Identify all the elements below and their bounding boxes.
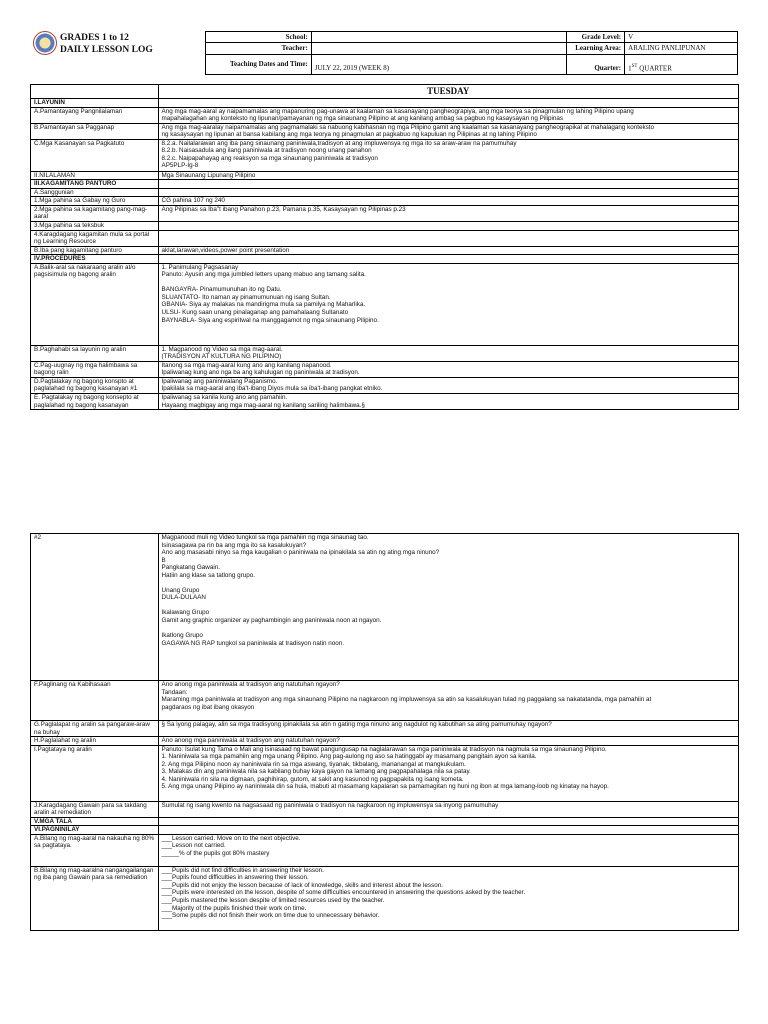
content-line: Ipakilala sa mag-aaral ang iba't-ibang Diyos mula sa iba't-ibang pangkat etniko. <box>161 385 383 393</box>
row-label: C.Pag-uugnay ng mga halimbawa sa bagong ralin <box>31 361 159 377</box>
lesson-row <box>31 345 739 361</box>
row-label: B.Iba pang kagamitang panturo <box>31 246 159 255</box>
content-line: 5. Ang mga unang Pilipino ay naniniwala din sa huia, mabuti at masamang kapalaran sa pamamagitan ng huni ng ibon at mga lamang-loob ng kinatay na hayop. <box>161 783 609 791</box>
content-line: CG pahina 107 ng 240 <box>161 197 225 205</box>
content-line: Panuto: Ayusin ang mga jumbled letters upang mabuo ang tamang salita. <box>161 271 366 279</box>
content-line: ng kasaysayan ng lipunan at bansa kabilang ang mga teorya ng pinagmulan at pagkabuo ng kapuluan ng Pilipinas at ng lahing Pilipino <box>161 131 537 139</box>
row-label: A.Bilang ng mag-aaral na nakauha ng 80% sa pagtataya. <box>31 834 159 866</box>
content-line: 3. Malakas din ang paniniwala nila sa kabilang buhay kaya gayon na lamang ang pagpapahalaga nila sa patay. <box>161 768 471 776</box>
log-title <box>60 33 153 57</box>
row-content <box>158 171 738 180</box>
lesson-row <box>31 230 739 246</box>
lesson-row <box>31 188 739 197</box>
content-line: 4. Naniniwala rin sila na digmaan, paghihirap, gutom, at sakit ang kasunod ng pagpapakita ng isang kometa. <box>161 775 464 783</box>
row-label: G.Paglalapat ng aralin sa pangaraw-araw na buhay <box>31 721 159 737</box>
row-label: B.Pamantayan sa Pagganap <box>31 123 159 139</box>
lesson-row <box>31 801 739 817</box>
day-header: TUESDAY <box>158 85 738 99</box>
content-line: Hatiin ang klase sa tatlong grupo. <box>161 571 255 579</box>
content-line: Ano anong mga paniniwala at tradisyon ang natutuhan ngayon? <box>161 681 340 688</box>
content-line: 1. Magpanood ng Video sa mga mag-aaral. <box>161 345 283 353</box>
row-label: VI.PAGNINILAY <box>31 826 159 835</box>
row-label: A.Pamantayang Pangnilalaman <box>31 107 159 123</box>
content-line: Ipaliwanag sa kanila kung ano ang pamahiin. <box>161 394 288 402</box>
row-content <box>158 263 738 345</box>
row-content <box>158 188 738 197</box>
lesson-row <box>31 361 739 377</box>
content-line: 8.2.a. Nailalarawan ang iba pang sinaunang paniniwala,tradisyon at ang impluwensya ng mga ito sa araw-araw na pamumuhay <box>161 139 517 147</box>
content-line: Magpanood muli ng Video tungkol sa mga pamahiin ng mga sinaunag tao. <box>161 534 369 541</box>
content-line: Sumulat ng isang kwento na nagsasaad ng paniniwala o tradisyon na nagkaroon ng impluwensya sa inyong pamumuhay <box>161 801 499 809</box>
content-line: BANGAYRA- Pinamumunuhan ito ng Datu. <box>161 286 282 294</box>
row-label: 4.Karagdagang kagamitan mula sa portal ng Learning Resource <box>31 230 159 246</box>
row-content <box>158 361 738 377</box>
content-line <box>162 602 735 610</box>
content-line: Ano ang masasabi ninyo sa mga kaugalian o paniniwala na ipinakilala sa atin ng ating mga ninuno? <box>161 549 440 557</box>
lesson-row <box>31 745 739 801</box>
content-line: GAGAWA NG RAP tungkol sa paniniwala at tradisyon natin noon. <box>161 639 345 647</box>
content-line: Ang mga mag-aaral ay naipamamalas ang mapanuring pag-unawa at kaalaman sa kasanayang pangheograpiya, ang mga teorya sa pinagmulan ng lahing Pilipino upang <box>161 107 634 115</box>
content-line: Maraming mga paniniwala at tradisyon ang mga sinaunang Pilipino na nagkaroon ng impluwensya sa atin sa kasalukuyan tulad ng paggalang sa nakatatanda, mga pamahiin at <box>161 696 652 704</box>
row-label: #2 <box>31 534 159 681</box>
row-content <box>158 205 738 221</box>
content-line: 8.2.c. Naipapahayag ang reaksyon sa mga sinaunang paniniwala at tradisyon <box>161 154 378 162</box>
row-content <box>158 866 738 930</box>
title-line-1: GRADES 1 to 12 <box>60 33 129 43</box>
school-value <box>311 32 566 43</box>
lesson-row <box>31 180 739 189</box>
teaching-dates-label: Teaching Dates and Time: <box>206 54 312 74</box>
row-content <box>158 255 738 264</box>
row-label: F.Paglinang na Kabihasaan <box>31 681 159 721</box>
content-line: Ikalawang Grupo <box>161 609 210 617</box>
row-label: 1.Mga pahina sa Gabay ng Guro <box>31 197 159 206</box>
lesson-row <box>31 197 739 206</box>
lesson-row <box>31 123 739 139</box>
lesson-row <box>31 834 739 866</box>
content-line: Panuto: Isulat kung Tama o Mali ang isinasaad ng bawat pangungusap na naglalarawan sa mga paniniwala at tradisyon na nagmula sa mga sinaunang Pilipino. <box>161 745 607 753</box>
quarter-value <box>625 54 738 74</box>
lesson-row <box>31 721 739 737</box>
deped-logo <box>33 31 57 55</box>
content-line: ___Pupils mastered the lesson despite of limited resources used by the teacher. <box>161 897 385 905</box>
content-line: 1. Naniniwala sa mga pamahiin ang mga unang Pilipino. Ang pag-aulong ng aso sa hatinggabi ay masamang pangitain ayon sa kanila. <box>161 753 537 761</box>
content-line <box>162 579 735 587</box>
quarter-label: Quarter: <box>567 54 625 74</box>
row-label: 3.Mga pahina sa teksbuk <box>31 222 159 231</box>
quarter-text: QUARTER <box>637 64 672 73</box>
row-label: A.Balik-aral sa nakaraang aralin at/o pagsisimula ng bagong aralin <box>31 263 159 345</box>
content-line: ___Some pupils did not finish their work on time due to unnecessary behavior. <box>161 912 380 920</box>
row-content <box>158 139 738 171</box>
content-line <box>162 625 735 633</box>
content-line: _____% of the pupils got 80% mastery <box>161 849 270 857</box>
row-label: II.NILALAMAN <box>31 171 159 180</box>
content-line: ___Lesson not carried. <box>161 842 226 850</box>
row-label: J.Karagdagang Gawain para sa takdang aralin at remediation <box>31 801 159 817</box>
row-content <box>158 197 738 206</box>
row-content <box>158 230 738 246</box>
row-content <box>158 745 738 801</box>
content-line: B <box>161 556 166 564</box>
content-line: ___Pupils did not find difficulties in answering their lesson. <box>161 866 324 874</box>
row-label: IV.PROCEDURES <box>31 255 159 264</box>
row-content <box>158 394 738 410</box>
title-line-2: DAILY LESSON LOG <box>60 44 153 55</box>
lesson-row <box>31 107 739 123</box>
row-label: 2.Mga pahina sa kagamitang pang-mag-aaral <box>31 205 159 221</box>
grade-level-value: V <box>625 32 738 43</box>
row-content <box>158 180 738 189</box>
content-line: Gamit ang graphic organizer ay paghambingin ang paniniwala noon at ngayon. <box>161 617 382 625</box>
content-line: 1. Panimulang Pagsasanay <box>161 263 239 271</box>
content-line: Isinasagawa pa rin ba ang mga ito sa kasalukuyan? <box>161 541 307 549</box>
lesson-row <box>31 171 739 180</box>
content-line: DULA-DULAAN <box>161 594 206 602</box>
content-line: BAYNABLA- Siya ang espiritwal na manggagamot ng mga sinaunang Pilipino. <box>161 316 379 324</box>
row-label: III.KAGAMITANG PANTURO <box>31 180 159 189</box>
content-line: pagdaraos ng ibat ibang okasyon <box>161 703 255 711</box>
content-line: Mga Sinaunang Lipunang Pilipino <box>161 171 256 179</box>
row-content <box>158 107 738 123</box>
row-label: H.Paglalahat ng aralin <box>31 737 159 746</box>
row-content <box>158 246 738 255</box>
content-line: Ang Pilipinas sa Iba"t ibang Panahon p.23, Pamana p.35, Kasaysayan ng Pilipinas p.23 <box>161 205 406 213</box>
lesson-row <box>31 681 739 721</box>
quarter-suffix: ST <box>631 64 638 70</box>
row-content <box>158 99 738 108</box>
content-line: GBANIA- Siya ay malakas na mandirigma mula sa pamilya ng Maharlika. <box>161 301 366 309</box>
content-line: Ano anong mga paniniwala at tradisyon ang natutuhan ngayon? <box>161 737 340 745</box>
lesson-row <box>31 826 739 835</box>
content-line: Tandaan: <box>161 688 188 696</box>
row-label: D.Pagtalakay ng bagong konspto at paglalahad ng bagong kasanayan #1 <box>31 377 159 393</box>
row-label: B.Bilang ng mag-aaralna nangangailangan ng iba pang Gawain para sa remediation <box>31 866 159 930</box>
content-line: 2. Ang mga Pilipino noon ay naniniwala rin sa mga aswang, tiyanak, tikbalang, mananangal at mangkukulam. <box>161 760 466 768</box>
content-line: 8.2.b. Naisasadula ang ilang paniniwala at tradisyon noong unang panahon <box>161 147 372 155</box>
content-line: Ikatlong Grupo <box>161 632 203 640</box>
lesson-row <box>31 255 739 264</box>
content-line: ___Lesson carried. Move on to the next objective. <box>161 834 301 842</box>
row-content <box>158 222 738 231</box>
lesson-row <box>31 817 739 826</box>
lesson-row <box>31 737 739 746</box>
row-content <box>158 737 738 746</box>
lesson-row <box>31 394 739 410</box>
lesson-row <box>31 263 739 345</box>
content-line: mapahalagahan ang konteksto ng lipunan/pamayanan ng mga sinaunang Pilipino at ang kanilang ambag sa pagbuo ng kasaysayan ng Pilipinas <box>161 115 564 123</box>
row-label: I.LAYUNIN <box>31 99 159 108</box>
row-label: I.Pagtataya ng aralin <box>31 745 159 801</box>
content-line: ___Pupils found difficulties in answering their lesson. <box>161 874 309 882</box>
teacher-value <box>311 43 566 54</box>
row-label: A.Sanggunian <box>31 188 159 197</box>
content-line: SLUANTATO- Ito naman ay pinamumunuan ng isang Sultan. <box>161 293 331 301</box>
lesson-row <box>31 99 739 108</box>
lesson-row <box>31 139 739 171</box>
content-line: Ipaliwanag kung ano nga ba ang kahulugan ng paniniwala at tradisyon. <box>161 369 360 377</box>
content-line: ___Majority of the pupils finished their work on time. <box>161 904 307 912</box>
row-content <box>158 345 738 361</box>
quarter-number: 1 <box>628 64 632 73</box>
lesson-table-2 <box>30 533 739 931</box>
row-content <box>158 681 738 721</box>
row-content <box>158 817 738 826</box>
learning-area-label: Learning Area: <box>567 43 625 54</box>
content-line: ___Pupils were interested on the lesson, despite of some difficulties encountered in answering the questions asked by the teacher. <box>161 889 526 897</box>
lesson-row <box>31 534 739 681</box>
teaching-dates-value: JULY 22, 2019 (WEEK 8) <box>311 54 566 74</box>
content-line: aklat,larawan,videos,power point presentation <box>161 246 290 254</box>
lesson-table-1 <box>30 84 739 410</box>
row-content <box>158 721 738 737</box>
content-line: (TRADISYON AT KULTURA NG PILIPINO) <box>161 353 282 361</box>
lesson-row <box>31 377 739 393</box>
lesson-row <box>31 222 739 231</box>
row-content <box>158 534 738 681</box>
teacher-label: Teacher: <box>206 43 312 54</box>
content-line: ___Pupils did not enjoy the lesson because of lack of knowledge, skills and interest about the lesson. <box>161 881 443 889</box>
row-content <box>158 826 738 835</box>
row-label: E. Pagtalakay ng bagong konsepto at paglalahad ng bagong kasanayan <box>31 394 159 410</box>
row-content <box>158 801 738 817</box>
school-label: School: <box>206 32 312 43</box>
learning-area-value: ARALING PANLIPUNAN <box>625 43 738 54</box>
content-line: § Sa iyong palagay, alin sa mga tradisyong ipinakilala sa atin n gating mga ninuno ang nagdulot ng kabutihan sa ating pamumuhay ngayon? <box>161 721 552 728</box>
lesson-row <box>31 246 739 255</box>
content-line: Itanong sa mga mag-aaral kung ano ang kanilang napanood. <box>161 361 332 369</box>
row-label: B.Paghahabi sa layunin ng aralin <box>31 345 159 361</box>
content-line: Hayaang magbigay ang mga mag-aaral ng kanilang sariling halimbawa.§ <box>161 401 365 409</box>
content-line: Unang Grupo <box>161 586 200 594</box>
content-line: Ipaliwanag ang paniniwalang Paganismo. <box>161 377 278 385</box>
content-line <box>162 279 735 287</box>
row-content <box>158 834 738 866</box>
day-corner-cell <box>31 85 159 99</box>
lesson-row <box>31 205 739 221</box>
row-content <box>158 377 738 393</box>
row-content <box>158 123 738 139</box>
row-label: C.Mga Kasanayan sa Pagkatuto <box>31 139 159 171</box>
content-line: ULSU- Kung saan unang pinalaganap ang pamahalaang Sultanato <box>161 309 349 317</box>
content-line: Pangkatang Gawain. <box>161 564 220 572</box>
content-line: AP5PLP-Ig-8 <box>161 162 199 170</box>
row-label: V.MGA TALA <box>31 817 159 826</box>
header-table <box>205 31 738 75</box>
grade-level-label: Grade Level: <box>567 32 625 43</box>
content-line: Ang mga mag-aaralay naipamamalas ang pagmamalaki sa nabuong kabihasnan ng mga Pilipino gamit ang kaalaman sa kasanayang pangheograpikal at mahalagang konteksto <box>161 123 655 131</box>
lesson-row <box>31 866 739 930</box>
